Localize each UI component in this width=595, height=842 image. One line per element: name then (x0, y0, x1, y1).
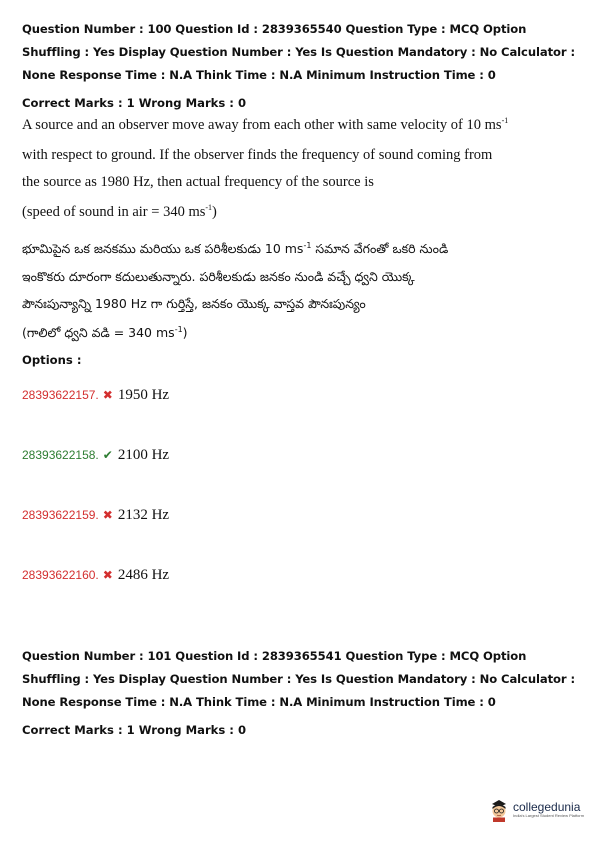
logo-tagline: India's Largest Student Review Platform (513, 813, 585, 818)
question-te-line-2: ఇంకొకరు దూరంగా కదులుతున్నారు. పరిశీలకుడు జనకం నుండి వచ్చే ధ్వని యొక్క (22, 269, 415, 284)
option-text: 1950 Hz (117, 387, 170, 403)
option-id: 28393622158. (22, 448, 99, 462)
option-2[interactable] (22, 447, 169, 464)
option-text: 2486 Hz (117, 567, 170, 583)
option-id: 28393622157. (22, 388, 99, 402)
cross-icon: ✖ (102, 508, 113, 522)
collegedunia-logo (488, 798, 584, 822)
question-te-line-3: పౌనఃపున్యాన్ని 1980 Hz గా గుర్తిస్తే, జనకం యొక్క వాస్తవ పౌనఃపున్యం (22, 296, 366, 311)
question-en-line-2: with respect to ground. If the observer finds the frequency of sound coming from (22, 147, 493, 163)
question-en-line-1: A source and an observer move away from each other with same velocity of 10 $ms^{-1}$ (22, 116, 509, 133)
question-101-marks: Correct Marks : 1 Wrong Marks : 0 (22, 723, 247, 737)
option-4[interactable] (22, 567, 169, 584)
question-100-meta: Question Number : 100 Question Id : 2839365540 Question Type : MCQ Option Shuffling : Yes Display Question Number : Yes Is Question Mandatory : No Calculator : None Response Time : N.A Think Time : N.A Minimum Instruction Time : 0 (22, 22, 575, 82)
option-1[interactable] (22, 387, 169, 404)
logo-name: collegedunia (513, 800, 581, 814)
options-label: Options : (22, 353, 82, 367)
option-id: 28393622160. (22, 568, 99, 582)
option-3[interactable] (22, 507, 169, 524)
option-text: 2132 Hz (117, 507, 170, 523)
question-101-meta: Question Number : 101 Question Id : 2839365541 Question Type : MCQ Option Shuffling : Yes Display Question Number : Yes Is Question Mandatory : No Calculator : None Response Time : N.A Think Time : N.A Minimum Instruction Time : 0 (22, 649, 575, 709)
question-te-line-4: (గాలిలో ధ్వని వడి = 340 $ms^{-1}$) (22, 325, 188, 341)
student-face-icon (488, 798, 510, 822)
question-en-line-3: the source as 1980 Hz, then actual frequency of the source is (22, 174, 374, 190)
cross-icon: ✖ (102, 388, 113, 402)
question-te-line-1: భూమిపైన ఒక జనకము మరియు ఒక పరిశీలకుడు 10 $ms^{-1}$ సమాన వేగంతో ఒకరి నుండి (22, 241, 449, 257)
question-100-marks: Correct Marks : 1 Wrong Marks : 0 (22, 96, 247, 110)
check-icon: ✔ (102, 448, 113, 462)
option-text: 2100 Hz (117, 447, 170, 463)
question-en-line-4: (speed of sound in air = 340 $ms^{-1}$) (22, 203, 217, 220)
option-id: 28393622159. (22, 508, 99, 522)
cross-icon: ✖ (102, 568, 113, 582)
